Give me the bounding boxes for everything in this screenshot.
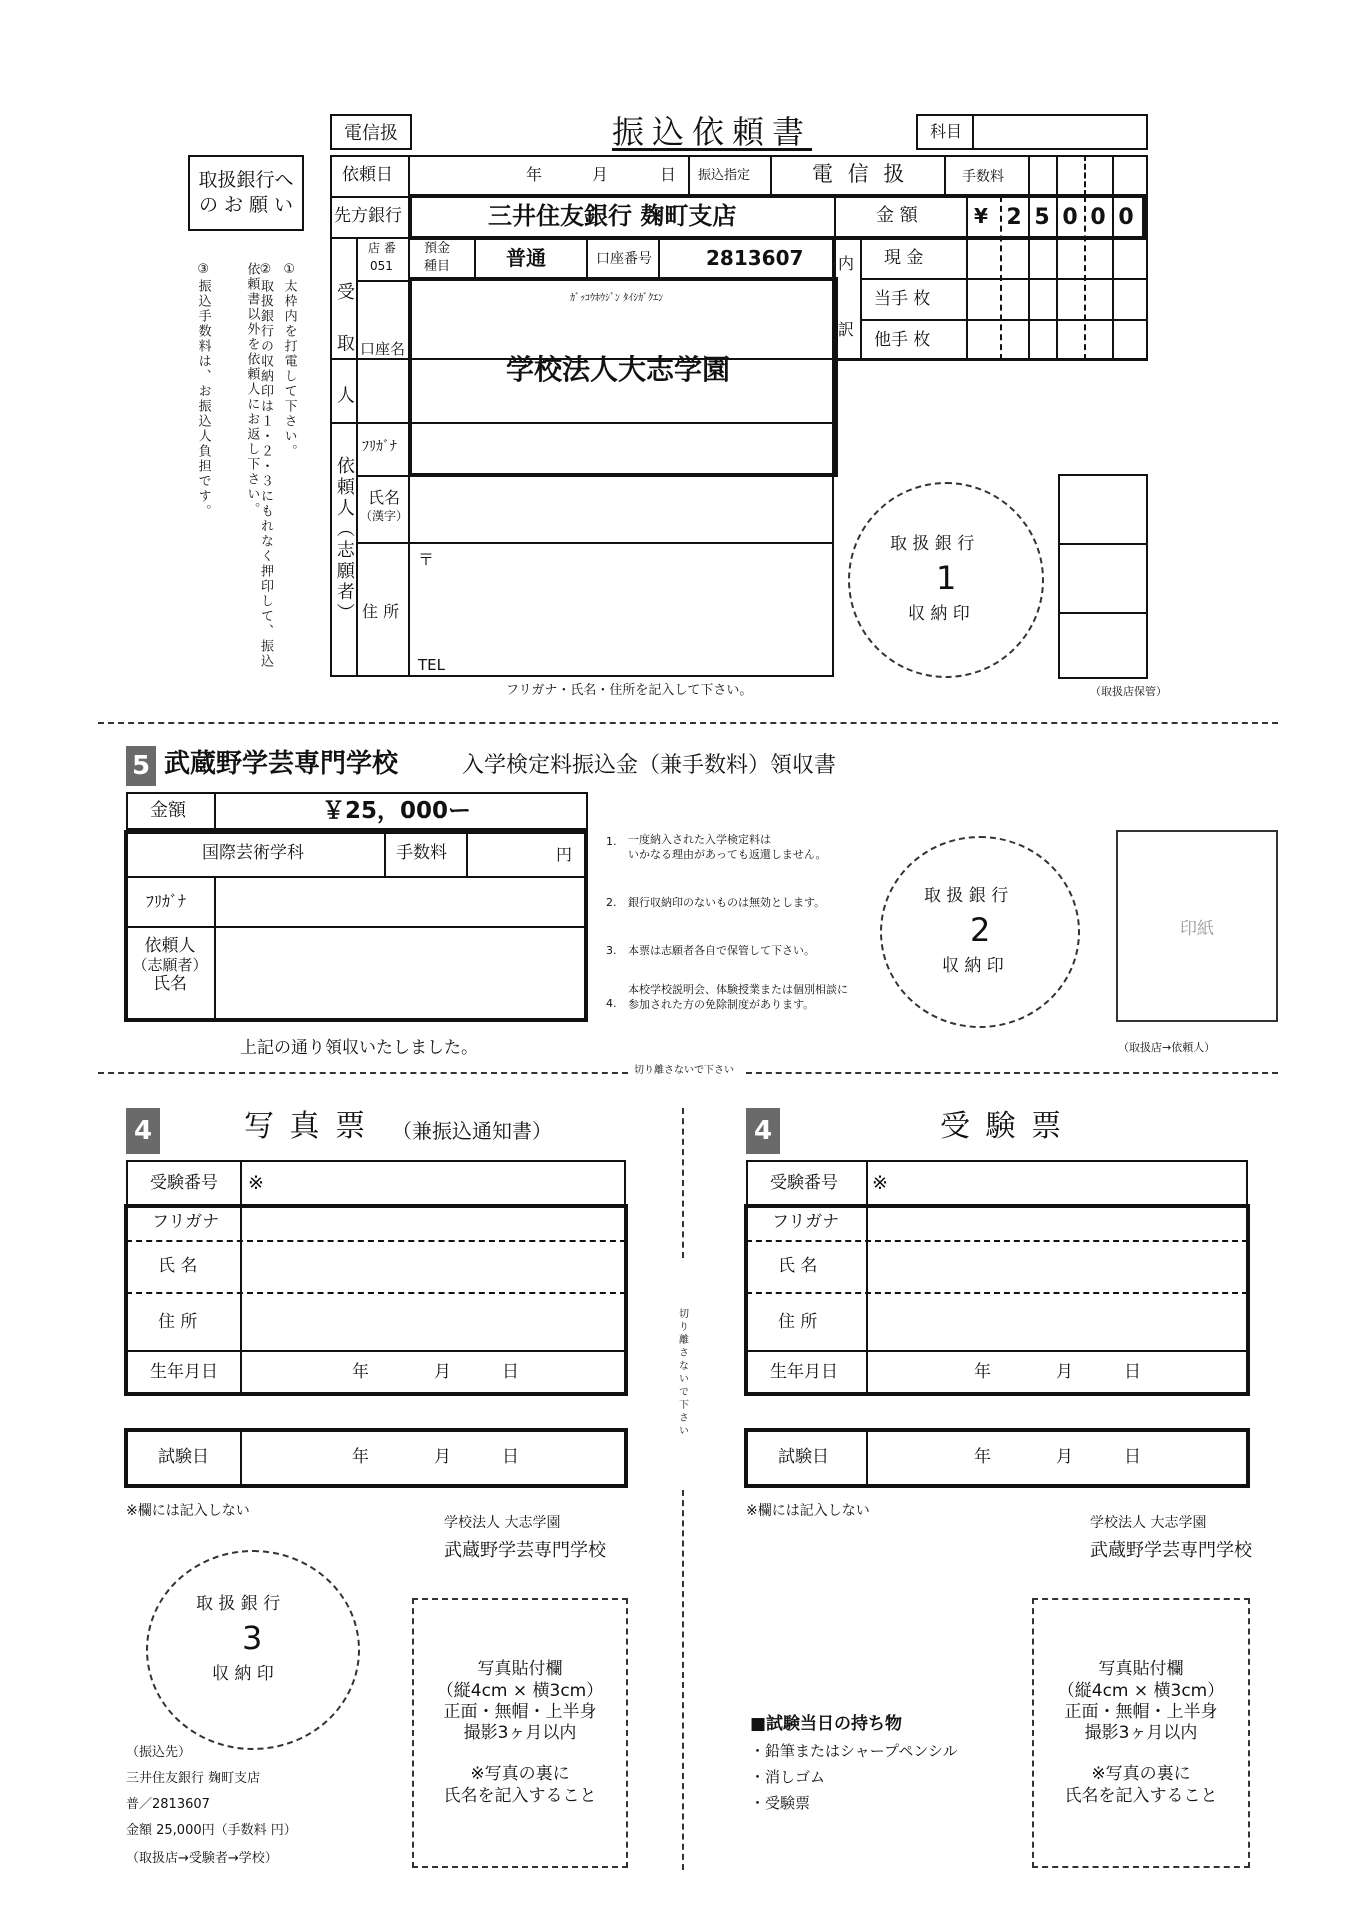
exam-shiken-hi: 日 [1124,1447,1141,1467]
sakigata-label: 先方銀行 [334,206,402,226]
exam-seinen-nen: 年 [974,1362,991,1382]
photo-shiken-label: 試験日 [158,1447,209,1467]
receipt-badge: 5 [126,746,156,786]
exam-juken-label: 受験番号 [770,1173,838,1193]
exam-seinen-label: 生年月日 [770,1362,838,1382]
date-nen: 年 [526,165,543,184]
note-text: 本校学校説明会、体験授業または個別相談に [628,983,848,996]
cut-line-2a [98,1072,628,1074]
photo-box-line: 氏名を記入すること [443,1785,597,1806]
cut-line-2b [746,1072,1278,1074]
exam-furigana-label: フリガナ [772,1212,840,1232]
photo-box-right [1032,1598,1250,1868]
stamp-3-number: 3 [242,1619,263,1657]
denshin-box [330,114,412,150]
wake-label: 訳 [838,320,855,339]
exam-shiken-label: 試験日 [778,1447,829,1467]
kamoku-label: 科目 [930,122,963,141]
amount-digit: 5 [1034,205,1050,230]
note-text: 参加された方の免除制度があります。 [628,998,815,1011]
exam-houjin: 学校法人 大志学園 [1090,1515,1207,1531]
cut-label-2: 切り離さないで下さい [676,1308,688,1438]
photo-title: 写 真 票 [244,1109,369,1144]
photo-kome: ※ [248,1172,264,1194]
irai-date-label: 依頼日 [342,165,393,185]
photo-account: 普／2813607 [126,1797,210,1812]
kozamei-label: 口座名 [360,340,406,358]
stamp-1-top: 取 扱 銀 行 [890,534,975,554]
note-text: 銀行収納印のないものは無効とします。 [628,896,826,909]
receipt-irainin-2: （志願者） [132,956,208,975]
kamoku-box [916,114,1148,150]
tate-label: 他手 枚 [874,330,931,350]
stamp-2-top: 取 扱 銀 行 [924,886,1009,906]
photo-jusho-label: 住 所 [158,1312,198,1332]
mochimono-title: ■試験当日の持ち物 [750,1714,903,1734]
note-1: ①太枠内を打電して下さい。 [281,262,297,459]
denshin-label: 電信扱 [344,123,398,144]
amount-digit: 0 [1062,205,1078,230]
photo-seinen-hi: 日 [502,1362,519,1382]
photo-shiken-tsuki: 月 [434,1447,451,1467]
uketori-label: 受 取 人 [333,282,355,418]
photo-shimei-label: 氏 名 [158,1256,198,1276]
note-number: 3. [606,944,617,957]
photo-badge: 4 [126,1108,160,1154]
photo-seinen-tsuki: 月 [434,1362,451,1382]
receipt-irainin [126,936,214,995]
photo-route: （取扱店→受験者→学校） [126,1851,278,1866]
photo-box-line: （縦4cm × 横3cm） [1057,1680,1225,1701]
slip-title: 振込依頼書 [612,113,813,151]
receipt-irainin-3: 氏名 [153,974,187,995]
receipt-dept: 国際芸術学科 [202,843,304,863]
exam-kinyu-note: ※欄には記入しない [746,1503,870,1519]
photo-box-line: 写真貼付欄 [1098,1659,1184,1680]
receipt-school: 武蔵野学芸専門学校 [164,749,399,779]
inshi-label: 印紙 [1180,918,1214,939]
photo-houjin: 学校法人 大志学園 [444,1515,561,1531]
receipt-furigana: ﾌﾘｶﾞﾅ [146,892,187,911]
cut-line-1 [98,722,1278,724]
hokan-box [1058,474,1148,679]
exam-shiken-nen: 年 [974,1447,991,1467]
irainin-label: 依頼人（志願者） [333,456,355,624]
kanji-label: （漢字） [360,509,409,523]
furikomi-shitei-label: 振込指定 [698,168,751,183]
hokan-label: （取扱店保管） [1090,685,1167,698]
furigana-label: ﾌﾘｶﾞﾅ [362,439,397,455]
photo-furikomisaki: （振込先） [126,1745,192,1760]
photo-box-left [412,1598,628,1868]
photo-kinyu-note: ※欄には記入しない [126,1503,250,1519]
note-number: 1. [606,835,617,848]
photo-box-line: 氏名を記入すること [1064,1785,1218,1806]
receipt-kingaku-label: 金額 [150,800,186,821]
photo-box-line: 撮影3ヶ月以内 [1084,1723,1198,1743]
shumoku-label: 種目 [424,259,451,274]
inshi-box [1116,830,1278,1022]
exam-shimei-label: 氏 名 [778,1256,818,1276]
receipt-ryoshu: 上記の通り領収いたしました。 [240,1038,478,1058]
photo-subtitle: （兼振込通知書） [392,1119,552,1143]
photo-box-line: 正面・無帽・上半身 [1064,1701,1218,1722]
mochimono-item: ・消しゴム [750,1768,826,1786]
ten-no: 051 [370,259,393,273]
note-text: 本票は志願者各自で保管して下さい。 [628,944,815,957]
note-text: いかなる理由があっても返還しません。 [628,848,827,861]
photo-seinen-label: 生年月日 [150,1362,218,1382]
photo-bank: 三井住友銀行 麹町支店 [126,1771,261,1786]
kana-name: ｶﾞｯｺｳﾎｳｼﾞﾝ ﾀｲｼｶﾞｸｴﾝ [570,293,664,304]
stamp-3-bottom: 収 納 印 [212,1664,274,1684]
bank-name: 三井住友銀行 麹町支店 [488,202,737,230]
yubin-mark: 〒 [418,550,435,569]
exam-badge: 4 [746,1108,780,1154]
koza-no-label: 口座番号 [596,251,652,267]
note-text: 一度納入された入学検定料は [628,833,771,846]
note-number: 2. [606,896,617,909]
note-2: ②取扱銀行の収納印は１・２・３にもれなく押印して、振込依頼書以外を依頼人にお返し下さい。 [244,262,273,669]
exam-jusho-label: 住 所 [778,1312,818,1332]
receipt-amount: ￥25，000ー [322,798,472,824]
tesuryo-label: 手数料 [962,169,1004,185]
tel-label: TEL [418,656,445,674]
photo-box-line: 撮影3ヶ月以内 [463,1723,577,1743]
mochimono-item: ・受験票 [750,1794,811,1812]
photo-box-line: 写真貼付欄 [477,1659,563,1680]
photo-furigana-label: フリガナ [152,1212,220,1232]
exam-kome: ※ [872,1172,888,1194]
receipt-en: 円 [556,845,573,864]
exam-school: 武蔵野学芸専門学校 [1090,1540,1252,1561]
kingaku-label: 金 額 [876,205,918,226]
onegai-box [188,155,304,231]
photo-shiken-hi: 日 [502,1447,519,1467]
receipt-irainin-1: 依頼人 [144,936,196,956]
photo-box-line: （縦4cm × 横3cm） [436,1680,604,1701]
jusho-label: 住 所 [362,602,400,621]
receipt-tesuryo: 手数料 [396,843,447,863]
exam-shiken-tsuki: 月 [1056,1447,1073,1467]
yen-sign: ¥ [974,204,988,228]
stamp-1-bottom: 収 納 印 [908,604,970,624]
photo-juken-label: 受験番号 [150,1173,218,1193]
cut-label-1: 切り離さないで下さい [634,1065,734,1076]
stamp-2-bottom: 収 納 印 [942,956,1004,976]
receipt-title: 入学検定料振込金（兼手数料）領収書 [462,753,837,778]
photo-box-line: ※写真の裏に [1091,1764,1191,1785]
stamp-3-top: 取 扱 銀 行 [196,1594,281,1614]
cut-line-v1 [682,1108,684,1258]
stamp-1-number: 1 [936,559,957,597]
photo-box-line: ※写真の裏に [470,1764,570,1785]
photo-box-line: 正面・無帽・上半身 [443,1701,597,1722]
toute-label: 当手 枚 [874,289,931,309]
date-hi: 日 [660,165,677,184]
photo-amount: 金額 25,000円（手数料 円） [126,1823,297,1838]
amount-digit: 2 [1006,205,1022,230]
date-tsuki: 月 [592,165,609,184]
account-name: 学校法人大志学園 [506,353,731,386]
amount-digit: 0 [1118,205,1134,230]
exam-seinen-tsuki: 月 [1056,1362,1073,1382]
onegai-line2: の お 願 い [198,194,294,216]
genkin-label: 現 金 [884,248,924,268]
koza-no-value: 2813607 [706,246,804,270]
stamp-2-number: 2 [970,911,991,949]
photo-shiken-nen: 年 [352,1447,369,1467]
onegai-line1: 取扱銀行へ [198,169,294,192]
photo-school: 武蔵野学芸専門学校 [444,1540,606,1561]
exam-seinen-hi: 日 [1124,1362,1141,1382]
futsu-value: 普通 [506,246,546,270]
cut-line-v2 [682,1490,684,1870]
uchi-label: 内 [838,254,855,273]
yokin-label: 預金 [424,241,451,256]
note-3: ③振込手数料は、お振込人負担です。 [195,262,211,519]
ten-label: 店 番 [368,241,396,255]
exam-title: 受 験 票 [940,1109,1065,1144]
amount-digit: 0 [1090,205,1106,230]
shimei-label: 氏名 [368,488,401,507]
photo-seinen-nen: 年 [352,1362,369,1382]
slip-foot-note: フリガナ・氏名・住所を記入して下さい。 [506,683,753,698]
receipt-route: （取扱店→依頼人） [1118,1041,1216,1054]
mochimono-item: ・鉛筆またはシャープペンシル [750,1742,958,1760]
denshin-value: 電 信 扱 [812,162,909,186]
note-number: 4. [606,997,617,1010]
